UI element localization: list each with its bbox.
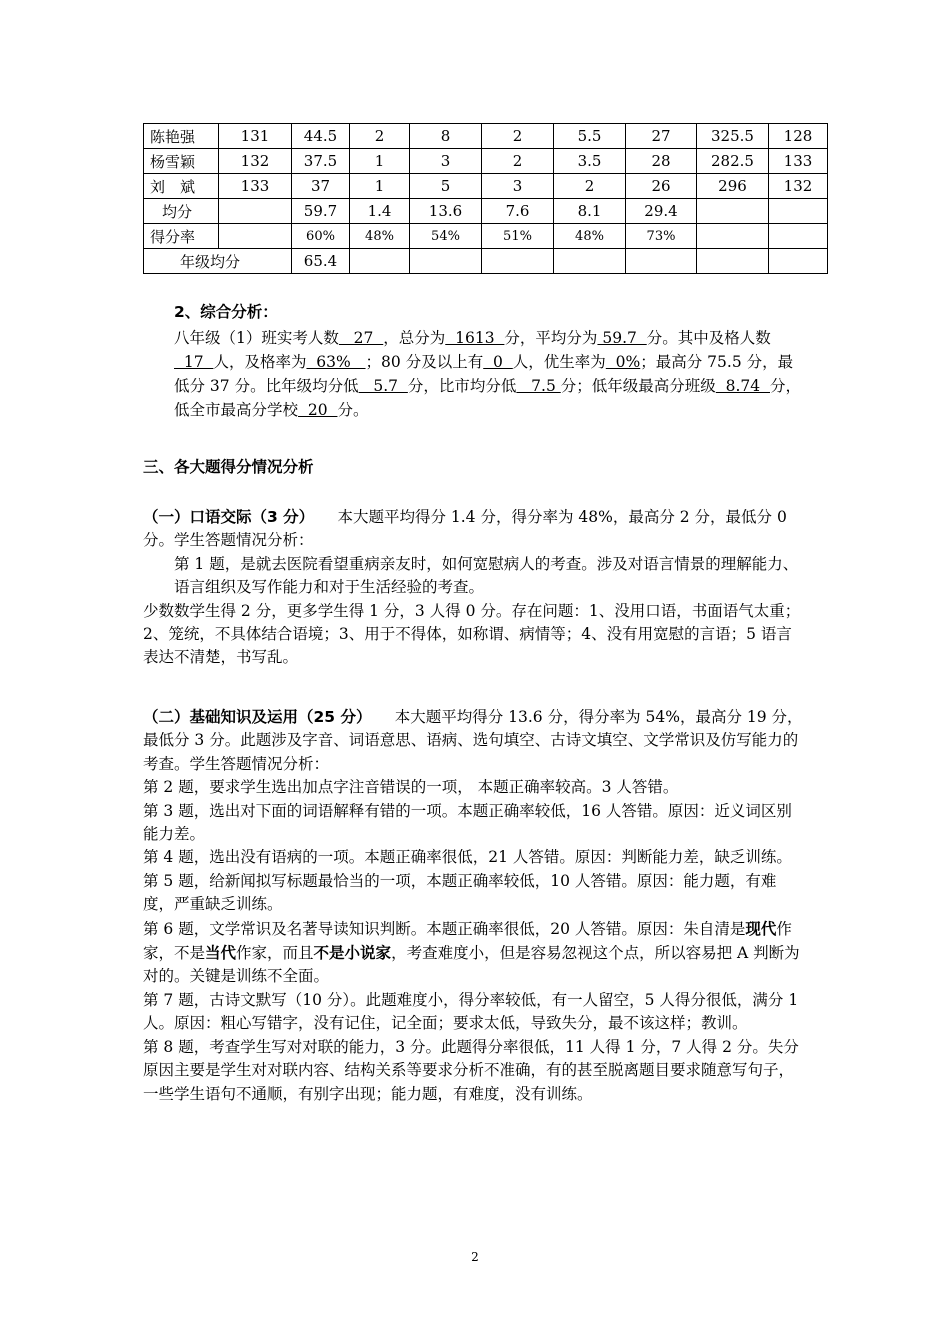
paragraph: 第 3 题，选出对下面的词语解释有错的一项。本题正确率较低，16 人答错。原因：近义词区别能力差。 [143, 801, 792, 844]
summary-text: ，总分为 [383, 329, 446, 348]
paragraph: 少数数学生得 2 分，更多学生得 1 分，3 人得 0 分。存在问题：1、没用口语，书面语气太重；2、笼统，不具体结合语境；3、用于不得体，如称谓、病情等；4、没有用宽慰的言语；5 语言表达不清楚，书写乱。 [143, 601, 801, 667]
summary-heading: 2、综合分析： [174, 303, 278, 321]
table-cell: 5.5 [554, 124, 626, 149]
summary-text: 分。其中及格人数 [646, 329, 771, 348]
paragraph: 第 7 题，古诗文默写（10 分）。此题难度小，得分率较低，有一人留空，5 人得分很低，满分 1 人。原因：粗心写错字，没有记住，记全面；要求太低，导致失分，最不该这样；教训。 [143, 990, 799, 1033]
value-student-count: 27 [338, 329, 384, 348]
table-cell: 8 [410, 124, 482, 149]
paragraph: 第 1 题，是就去医院看望重病亲友时，如何宽慰病人的考查。涉及对语言情景的理解能力、语言组织及写作能力和对于生活经验的考查。 [174, 554, 799, 597]
average-row [144, 199, 828, 224]
table-cell: 51% [482, 224, 554, 249]
table-cell: 325.5 [697, 124, 769, 149]
table-cell: 8.1 [554, 199, 626, 224]
value-below-top-school: 20 [298, 401, 338, 420]
score-rate-row [144, 224, 828, 249]
table-cell [554, 249, 626, 274]
table-cell: 296 [697, 174, 769, 199]
table-cell: 73% [626, 224, 697, 249]
table-cell [410, 249, 482, 274]
page-number: 2 [471, 1250, 479, 1264]
table-cell: 133 [769, 149, 828, 174]
table-cell [219, 199, 292, 224]
table-cell: 7.6 [482, 199, 554, 224]
table-cell: 37 [292, 174, 350, 199]
value-pass-rate: 63% [306, 353, 366, 372]
table-cell: 59.7 [292, 199, 350, 224]
table-cell: 133 [219, 174, 292, 199]
text: ，考查难度小，但是容易忽视这个点，所以容易把 A 判断为对的。关键是训练不全面。 [143, 944, 800, 986]
table-cell [697, 224, 769, 249]
table-cell: 5 [410, 174, 482, 199]
table-row [144, 124, 828, 149]
summary-text: ；最高分 75.5 分，最低分 37 分。比年级均分低 [174, 353, 794, 396]
paragraph: 第 4 题，选出没有语病的一项。本题正确率很低，21 人答错。原因：判断能力差，缺乏训练。 [143, 848, 792, 867]
table-cell: 1 [350, 149, 410, 174]
value-excellent-rate: 0% [605, 353, 641, 372]
part-two-section [143, 706, 807, 1106]
table-cell: 60% [292, 224, 350, 249]
table-cell [482, 249, 554, 274]
summary-text: 分；低年级最高分班级 [560, 377, 716, 396]
emphasis-text: 不是小说家 [313, 943, 392, 963]
value-average-score: 59.7 [597, 329, 647, 348]
value-excellent-count: 0 [483, 353, 513, 372]
part-two-title: （二）基础知识及运用（25 分） [143, 708, 364, 726]
table-cell: 28 [626, 149, 697, 174]
summary-text: 分，低全市最高分学校 [174, 377, 802, 420]
score-rate-label: 得分率 [144, 224, 219, 249]
table-cell [219, 224, 292, 249]
table-cell: 3 [410, 149, 482, 174]
table-cell: 44.5 [292, 124, 350, 149]
table-row [144, 149, 828, 174]
table-cell: 杨雪颖 [144, 149, 219, 174]
table-cell: 54% [410, 224, 482, 249]
table-cell: 29.4 [626, 199, 697, 224]
table-cell: 132 [769, 174, 828, 199]
table-cell: 37.5 [292, 149, 350, 174]
table-row [144, 174, 828, 199]
emphasis-text: 现代 [745, 918, 777, 938]
table-cell: 13.6 [410, 199, 482, 224]
table-cell: 2 [350, 124, 410, 149]
summary-text: 八年级（1）班实考人数 [174, 329, 339, 348]
table-cell: 128 [769, 124, 828, 149]
summary-section [143, 301, 807, 422]
table-cell [350, 249, 410, 274]
summary-text: 人，优生率为 [512, 353, 606, 372]
summary-text: ；80 分及以上有 [365, 353, 484, 372]
value-below-grade: 5.7 [358, 377, 408, 396]
part-two-intro-text: 本大题平均得分 13.6 分，得分率为 54%，最高分 19 分，最低分 3 分。此题涉及字音、词语意思、语病、选句填空、古诗文填空、文学常识及仿写能力的考查。学生答题情况分析： [143, 708, 803, 773]
part-one-section [143, 506, 807, 670]
table-cell [769, 224, 828, 249]
table-cell: 3.5 [554, 149, 626, 174]
value-below-top-class: 8.74 [715, 377, 770, 396]
summary-text: 分。 [337, 401, 369, 420]
paragraph: 第 8 题，考查学生写对对联的能力，3 分。此题得分率很低，11 人得 1 分，7 人得 2 分。失分原因主要是学生对对联内容、结构关系等要求分析不准确，有的甚至脱离题目要求随意写句子，一些学生语句不通顺，有别字出现；能力题，有难度，没有训练。 [143, 1037, 799, 1103]
summary-text: 人，及格率为 [213, 353, 307, 372]
table-cell: 1 [350, 174, 410, 199]
section-heading: 三、各大题得分情况分析 [143, 458, 314, 476]
average-label: 均分 [144, 199, 219, 224]
paragraph [143, 917, 807, 989]
paragraph: 第 5 题，给新闻拟写标题最恰当的一项，本题正确率较低，10 人答错。原因：能力题，有难度，严重缺乏训练。 [143, 871, 777, 914]
section-three-heading-block [143, 456, 807, 479]
table-cell: 26 [626, 174, 697, 199]
text: 作家，不是 [143, 919, 792, 963]
table-cell [769, 199, 828, 224]
table-cell [697, 199, 769, 224]
value-total-score: 1613 [445, 329, 505, 348]
value-pass-count: 17 [174, 353, 214, 372]
summary-paragraph [143, 326, 807, 422]
score-table [143, 123, 828, 274]
table-cell: 陈艳强 [144, 124, 219, 149]
table-cell: 1.4 [350, 199, 410, 224]
table-cell: 48% [554, 224, 626, 249]
table-cell [626, 249, 697, 274]
emphasis-text: 当代 [205, 943, 237, 963]
table-cell: 2 [482, 149, 554, 174]
text: 作家，而且 [236, 944, 314, 963]
table-cell: 132 [219, 149, 292, 174]
paragraph: 第 2 题，要求学生选出加点字注音错误的一项， 本题正确率较高。3 人答错。 [143, 778, 679, 797]
grade-average-row [144, 249, 828, 274]
value-below-city: 7.5 [516, 377, 561, 396]
part-one-intro [143, 506, 807, 553]
table-cell: 27 [626, 124, 697, 149]
grade-average-value: 65.4 [292, 249, 350, 274]
table-cell: 2 [554, 174, 626, 199]
part-one-intro-text: 本大题平均得分 1.4 分，得分率为 48%，最高分 2 分，最低分 0 分。学生答题情况分析： [143, 508, 787, 550]
summary-text: 分，比市均分低 [407, 377, 517, 396]
summary-text: 分，平均分为 [504, 329, 598, 348]
grade-average-label: 年级均分 [144, 249, 292, 274]
table-cell: 2 [482, 124, 554, 149]
part-two-intro [143, 706, 807, 776]
part-one-title: （一）口语交际（3 分） [143, 508, 307, 526]
table-cell: 48% [350, 224, 410, 249]
table-cell: 282.5 [697, 149, 769, 174]
table-cell [697, 249, 769, 274]
table-cell: 131 [219, 124, 292, 149]
table-cell: 刘 斌 [144, 174, 219, 199]
table-cell: 3 [482, 174, 554, 199]
table-cell [769, 249, 828, 274]
text: 第 6 题，文学常识及名著导读知识判断。本题正确率很低，20 人答错。原因：朱自清是 [143, 919, 746, 938]
